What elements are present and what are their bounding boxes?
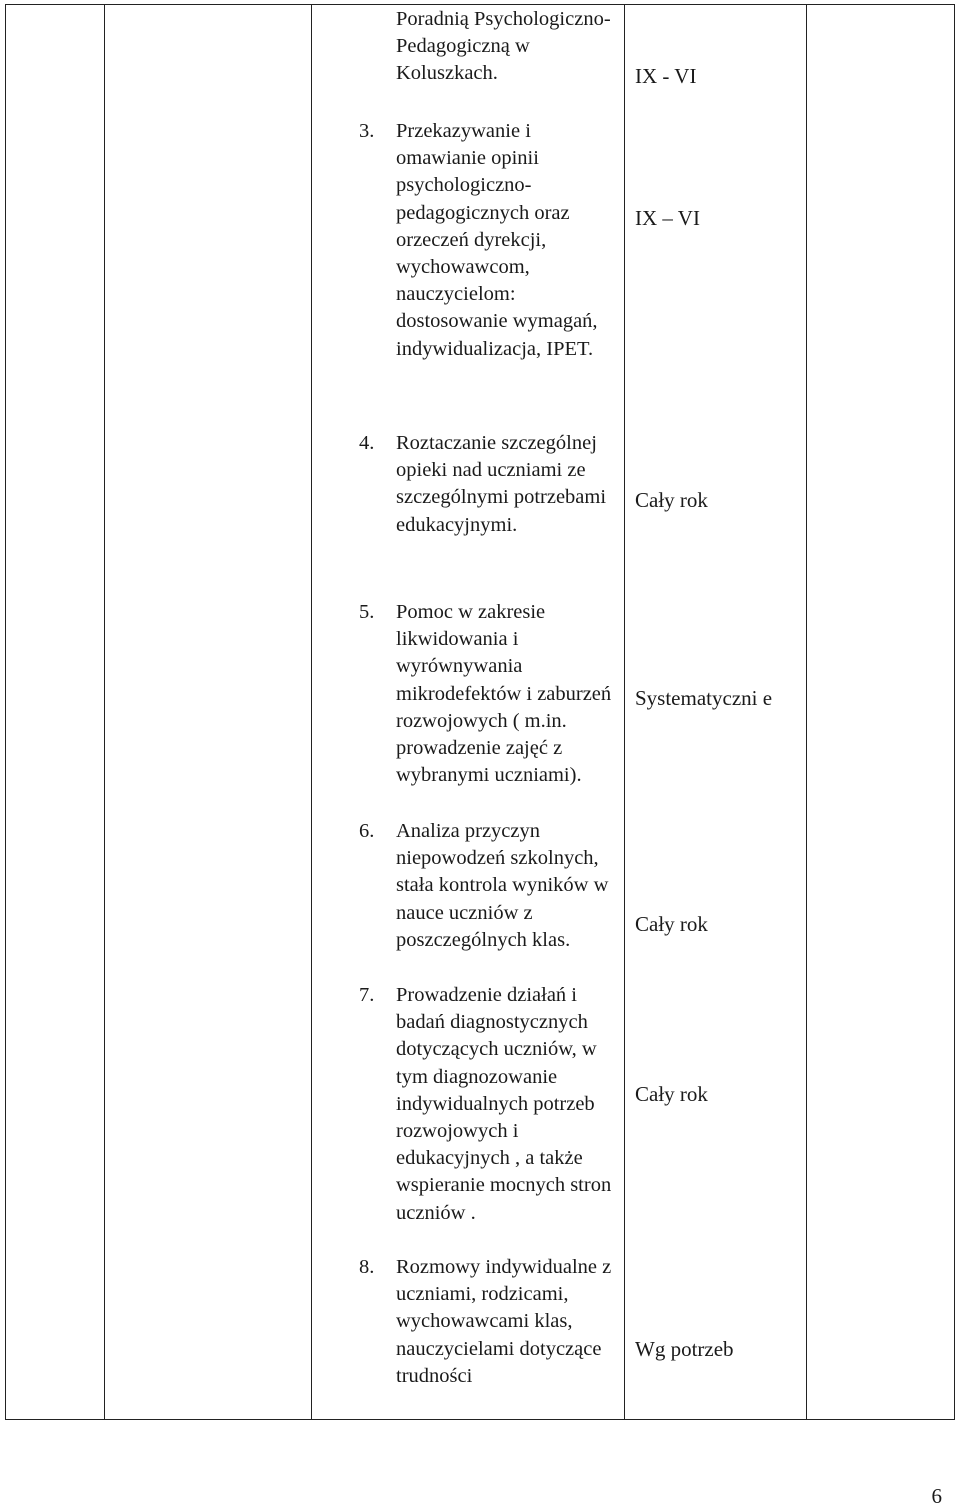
page-number: 6 <box>931 1484 942 1508</box>
task-text: Analiza przyczyn niepowodzeń szkolnych, stała kontrola wyników w nauce uczniów z poszczególnych klas. <box>396 820 609 951</box>
timeframe: Wg potrzeb <box>635 1337 734 1361</box>
task-number: 5. <box>359 601 375 623</box>
task-text: Pomoc w zakresie likwidowania i wyrównywania mikrodefektów i zaburzeń rozwojowych ( m.in. prowadzenie zajęć z wybranymi uczniami). <box>396 601 612 787</box>
task-item-5 <box>359 599 621 789</box>
task-item-4 <box>359 430 621 539</box>
timeframe: Systematyczni e <box>635 686 773 710</box>
column-divider <box>806 4 807 1420</box>
task-text: Rozmowy indywidualne z uczniami, rodzicami, wychowawcami klas, nauczycielami dotyczące trudności <box>396 1256 612 1387</box>
task-text: Przekazywanie i omawianie opinii psychologiczno-pedagogicznych oraz orzeczeń dyrekcji, wychowawcom, nauczycielom: dostosowanie wymagań, indywidualizacja, IPET. <box>396 120 598 360</box>
task-text: Roztaczanie szczególnej opieki nad uczniami ze szczególnymi potrzebami edukacyjnymi. <box>396 432 607 536</box>
timeframe: IX – VI <box>635 206 700 230</box>
task-number: 3. <box>359 120 375 142</box>
column-divider <box>311 4 312 1420</box>
task-text: Prowadzenie działań i badań diagnostycznych dotyczących uczniów, w tym diagnozowanie indywidualnych potrzeb rozwojowych i edukacyjnych , a także wspieranie mocnych stron uczniów . <box>396 984 612 1224</box>
task-continuation-text: Poradnią Psychologiczno-Pedagogiczną w Koluszkach. <box>396 8 611 85</box>
task-item-8 <box>359 1254 621 1390</box>
timeframe: Cały rok <box>635 912 708 936</box>
task-number: 6. <box>359 820 375 842</box>
column-divider <box>104 4 105 1420</box>
task-item-7 <box>359 982 621 1227</box>
timeframe: IX - VI <box>635 64 697 88</box>
task-item-3 <box>359 118 621 363</box>
task-item-6 <box>359 818 621 954</box>
task-number: 8. <box>359 1256 375 1278</box>
timeframe: Cały rok <box>635 1082 708 1106</box>
column-divider <box>624 4 625 1420</box>
task-number: 7. <box>359 984 375 1006</box>
task-number: 4. <box>359 432 375 454</box>
timeframe: Cały rok <box>635 488 708 512</box>
